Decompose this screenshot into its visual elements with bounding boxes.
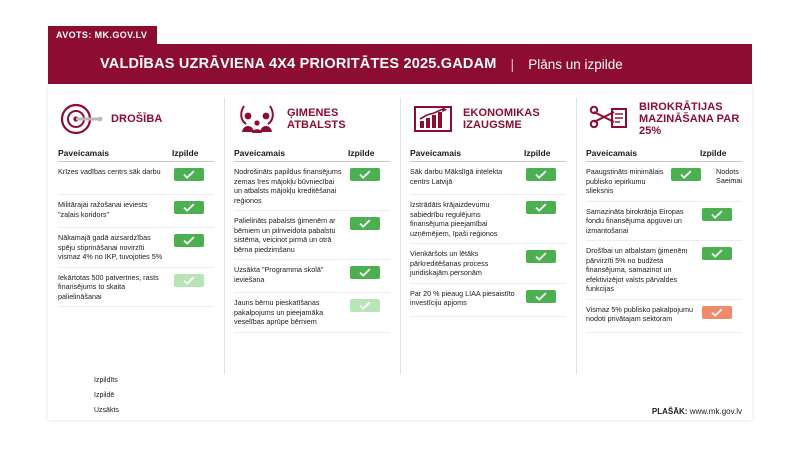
task-text: Palielināts pabalsts ģimenēm ar bērniem un pilnveidota pabalstu sistēma, veicinot pirmā un otrā bērna piedzimšanu xyxy=(234,216,336,254)
check-icon xyxy=(174,201,204,214)
task-text: Krīzes vadības centrs sāk darbu xyxy=(58,167,161,176)
page-subtitle: Plāns un izpilde xyxy=(528,56,623,72)
legend-item xyxy=(58,389,218,401)
footer-link xyxy=(652,407,742,416)
column-header xyxy=(58,84,214,146)
check-icon xyxy=(526,290,556,303)
table-row xyxy=(586,162,742,202)
subheader-status: Izpilde xyxy=(700,148,727,158)
status-badge xyxy=(174,167,214,181)
task-text: Militārajai ražošanai ieviests "zaļais koridors" xyxy=(58,200,148,219)
table-row xyxy=(58,195,214,228)
check-icon xyxy=(671,168,701,181)
column-security xyxy=(48,84,224,414)
status-badge xyxy=(174,273,214,287)
table-row xyxy=(234,293,390,333)
table-row xyxy=(586,241,742,300)
column-title: BIROKRĀTIJAS MAZINĀŠANA PAR 25% xyxy=(639,100,740,138)
check-icon xyxy=(58,374,88,386)
footer-prefix: PLAŠĀK: xyxy=(651,407,688,416)
subheader-status: Izpilde xyxy=(348,148,375,158)
scissors-paper-icon xyxy=(586,100,632,138)
status-badge xyxy=(671,167,711,181)
status-badge xyxy=(174,200,214,214)
task-text: Vismaz 5% publisko pakalpojumu nodoti privātajam sektoram xyxy=(586,304,693,323)
task-text: Sāk darbu Mākslīgā intelekta centrs Latvijā xyxy=(410,167,503,186)
content-panel xyxy=(48,84,752,420)
column-title: EKONOMIKAS IZAUGSME xyxy=(463,106,540,131)
task-text: Iekārtotas 500 patvertnes, rasts finansējums to skaita palielināšanai xyxy=(58,272,159,301)
task-text: Samazināta birokrātija Eiropas fondu finansējuma apguvei un izmantošanai xyxy=(586,206,684,235)
status-badge xyxy=(702,207,742,221)
task-text: Par 20 % pieaug LIAA piesaistīto investīciju apjoms xyxy=(410,288,515,307)
legend-label: Izpildē xyxy=(94,391,115,399)
source-label: AVOTS: MK.GOV.LV xyxy=(48,26,157,44)
status-badge xyxy=(350,298,390,312)
task-text: Izstrādāts krājaizdevumu sabiedrību regulējums finansējuma pieejamībai uzņēmējiem, īpaši reģionos xyxy=(410,200,498,238)
subheader-task: Paveicamais xyxy=(586,148,638,158)
task-text: Drošībai un atbalstam ģimenēm pārvirzīti 5% no budžeta finansējuma, samazinot un efektivizējot valsts pārvaldes funkcijas xyxy=(586,246,688,293)
table-row xyxy=(410,195,566,244)
column-title: DROŠĪBA xyxy=(111,112,163,125)
table-row xyxy=(410,284,566,317)
column-subheader xyxy=(234,148,390,162)
status-badge xyxy=(526,249,566,263)
task-text: Jauns bērnu pieskatīšanas pakalpojums un pieejamāka veselības aprūpe bērniem xyxy=(234,298,324,326)
check-icon xyxy=(526,201,556,214)
family-icon xyxy=(234,100,280,138)
column-subheader xyxy=(586,148,742,162)
check-icon xyxy=(526,168,556,181)
status-badge xyxy=(702,305,742,319)
status-badge xyxy=(350,216,390,230)
started-swatch xyxy=(58,404,88,416)
title-separator: | xyxy=(510,56,515,72)
column-economic-growth xyxy=(400,84,576,333)
subheader-task: Paveicamais xyxy=(234,148,286,158)
table-row xyxy=(58,228,214,268)
task-text: Vienkāršots un lētāks pārkreditēšanas process juridiskajām personām xyxy=(410,249,489,277)
legend xyxy=(58,374,218,419)
check-icon xyxy=(350,217,380,230)
table-row xyxy=(410,162,566,195)
legend-label: Izpildīts xyxy=(94,376,118,384)
legend-item xyxy=(58,374,218,386)
status-badge xyxy=(526,289,566,303)
task-text: Nodrošināts papildus finansējums zemas īres mājokļu būvniecībai un atbalsts mājokļu kreditēšanai reģionos xyxy=(234,167,342,205)
check-icon xyxy=(174,168,204,181)
subheader-status: Izpilde xyxy=(524,148,551,158)
check-icon xyxy=(350,299,380,312)
column-title: ĢIMENES ATBALSTS xyxy=(287,106,346,131)
column-header xyxy=(586,84,742,146)
table-row xyxy=(234,211,390,260)
title-bar xyxy=(48,44,752,84)
table-row xyxy=(234,260,390,293)
table-row xyxy=(586,300,742,333)
status-badge xyxy=(174,233,214,247)
column-family-support xyxy=(224,84,400,333)
subheader-status: Izpilde xyxy=(172,148,199,158)
progress-swatch xyxy=(58,389,88,401)
column-header xyxy=(234,84,390,146)
footer-url: www.mk.gov.lv xyxy=(689,407,742,416)
check-icon xyxy=(702,208,732,221)
subheader-task: Paveicamais xyxy=(58,148,110,158)
table-row xyxy=(410,244,566,284)
radar-icon xyxy=(58,100,104,138)
status-badge xyxy=(350,265,390,279)
column-subheader xyxy=(410,148,566,162)
status-note: Nodots Saeimai xyxy=(716,167,742,186)
column-header xyxy=(410,84,566,146)
legend-item xyxy=(58,404,218,416)
table-row xyxy=(58,268,214,308)
check-icon xyxy=(702,247,732,260)
status-badge xyxy=(350,167,390,181)
check-icon xyxy=(174,234,204,247)
table-row xyxy=(58,162,214,195)
check-icon xyxy=(702,306,732,319)
subheader-task: Paveicamais xyxy=(410,148,462,158)
column-subheader xyxy=(58,148,214,162)
status-badge xyxy=(526,200,566,214)
table-row xyxy=(234,162,390,211)
check-icon xyxy=(350,266,380,279)
growth-chart-icon xyxy=(410,100,456,138)
status-badge xyxy=(526,167,566,181)
task-text: Nākamajā gadā aizsardzības spēju stiprināšanai novirzīti vismaz 4% no IKP, tuvojoties 5% xyxy=(58,233,163,261)
check-icon xyxy=(526,250,556,263)
page-title: VALDĪBAS UZRĀVIENA 4X4 PRIORITĀTES 2025.GADAM xyxy=(100,56,497,72)
task-text: Paaugstināts minimālais publisko iepirkumu slieksnis xyxy=(586,167,664,195)
legend-label: Uzsākts xyxy=(94,406,119,414)
check-icon xyxy=(350,168,380,181)
task-text: Uzsākta "Programma skolā" ieviešana xyxy=(234,265,324,284)
status-badge xyxy=(702,246,742,260)
table-row xyxy=(586,202,742,242)
column-bureaucracy-reduction xyxy=(576,84,752,333)
check-icon xyxy=(174,274,204,287)
